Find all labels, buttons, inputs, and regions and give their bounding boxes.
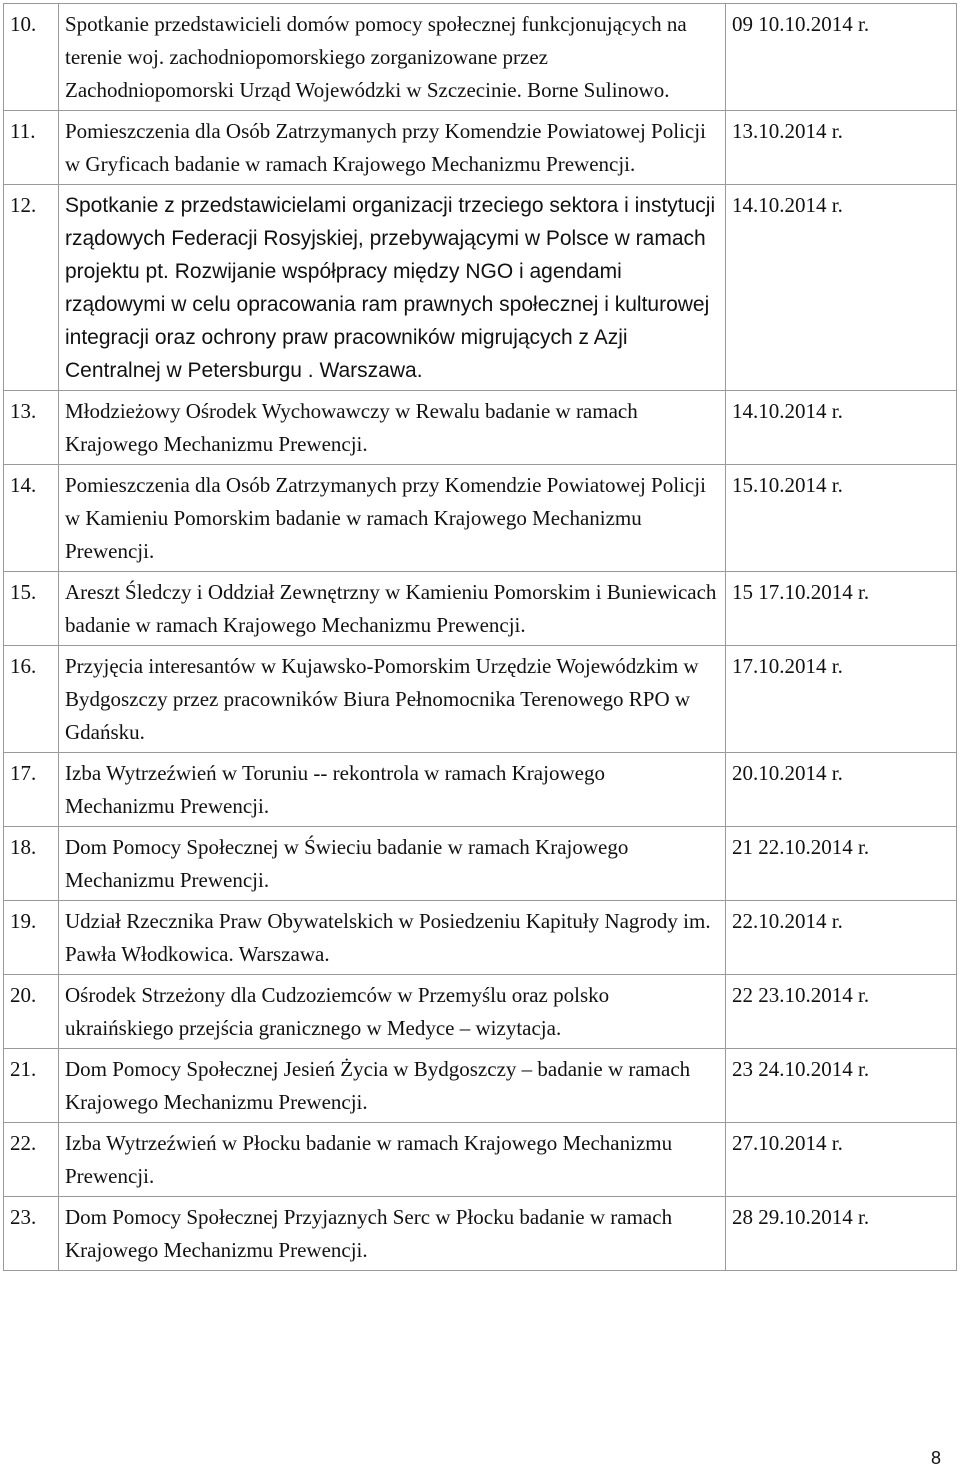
page-number: 8 (930, 1448, 941, 1468)
row-number: 13. (4, 391, 59, 465)
row-date: 21 22.10.2014 r. (726, 827, 957, 901)
table-row (4, 1049, 957, 1123)
events-table (3, 3, 957, 1271)
row-description: Przyjęcia interesantów w Kujawsko-Pomorskim Urzędzie Wojewódzkim w Bydgoszczy przez pracowników Biura Pełnomocnika Terenowego RPO w Gdańsku. (59, 646, 726, 753)
row-number: 20. (4, 975, 59, 1049)
table-row (4, 1123, 957, 1197)
row-description: Izba Wytrzeźwień w Płocku badanie w ramach Krajowego Mechanizmu Prewencji. (59, 1123, 726, 1197)
row-date: 20.10.2014 r. (726, 753, 957, 827)
row-date: 28 29.10.2014 r. (726, 1197, 957, 1271)
row-number: 16. (4, 646, 59, 753)
row-number: 21. (4, 1049, 59, 1123)
row-description: Udział Rzecznika Praw Obywatelskich w Posiedzeniu Kapituły Nagrody im. Pawła Włodkowica. Warszawa. (59, 901, 726, 975)
row-number: 23. (4, 1197, 59, 1271)
row-number: 10. (4, 4, 59, 111)
table-row (4, 646, 957, 753)
table-row (4, 753, 957, 827)
row-description: Spotkanie z przedstawicielami organizacji trzeciego sektora i instytucji rządowych Federacji Rosyjskiej, przebywającymi w Polsce w ramach projektu pt. Rozwijanie współpracy między NGO i agendami rządowymi w celu opracowania ram prawnych społecznej i kulturowej integracji oraz ochrony praw pracowników migrujących z Azji Centralnej w Petersburgu . Warszawa. (59, 185, 726, 391)
row-description: Izba Wytrzeźwień w Toruniu -- rekontrola w ramach Krajowego Mechanizmu Prewencji. (59, 753, 726, 827)
row-number: 22. (4, 1123, 59, 1197)
row-date: 15 17.10.2014 r. (726, 572, 957, 646)
row-description: Dom Pomocy Społecznej w Świeciu badanie w ramach Krajowego Mechanizmu Prewencji. (59, 827, 726, 901)
row-description: Dom Pomocy Społecznej Jesień Życia w Bydgoszczy – badanie w ramach Krajowego Mechanizmu Prewencji. (59, 1049, 726, 1123)
row-date: 13.10.2014 r. (726, 111, 957, 185)
row-description: Młodzieżowy Ośrodek Wychowawczy w Rewalu badanie w ramach Krajowego Mechanizmu Prewencji. (59, 391, 726, 465)
row-description: Areszt Śledczy i Oddział Zewnętrzny w Kamieniu Pomorskim i Buniewicach badanie w ramach Krajowego Mechanizmu Prewencji. (59, 572, 726, 646)
row-date: 15.10.2014 r. (726, 465, 957, 572)
table-row (4, 572, 957, 646)
row-number: 18. (4, 827, 59, 901)
row-number: 11. (4, 111, 59, 185)
row-date: 09 10.10.2014 r. (726, 4, 957, 111)
table-row (4, 465, 957, 572)
row-number: 19. (4, 901, 59, 975)
row-description: Dom Pomocy Społecznej Przyjaznych Serc w Płocku badanie w ramach Krajowego Mechanizmu Prewencji. (59, 1197, 726, 1271)
row-number: 15. (4, 572, 59, 646)
table-row (4, 975, 957, 1049)
table-row (4, 1197, 957, 1271)
row-date: 27.10.2014 r. (726, 1123, 957, 1197)
row-date: 17.10.2014 r. (726, 646, 957, 753)
row-date: 14.10.2014 r. (726, 185, 957, 391)
row-description: Pomieszczenia dla Osób Zatrzymanych przy Komendzie Powiatowej Policji w Gryficach badanie w ramach Krajowego Mechanizmu Prewencji. (59, 111, 726, 185)
table-row (4, 4, 957, 111)
events-table-body (4, 4, 957, 1271)
row-date: 23 24.10.2014 r. (726, 1049, 957, 1123)
row-number: 14. (4, 465, 59, 572)
row-number: 17. (4, 753, 59, 827)
table-row (4, 901, 957, 975)
row-date: 22.10.2014 r. (726, 901, 957, 975)
row-description: Spotkanie przedstawicieli domów pomocy społecznej funkcjonujących na terenie woj. zachodniopomorskiego zorganizowane przez Zachodniopomorski Urząd Wojewódzki w Szczecinie. Borne Sulinowo. (59, 4, 726, 111)
row-date: 14.10.2014 r. (726, 391, 957, 465)
table-row (4, 111, 957, 185)
row-description: Ośrodek Strzeżony dla Cudzoziemców w Przemyślu oraz polsko ukraińskiego przejścia granicznego w Medyce – wizytacja. (59, 975, 726, 1049)
row-date: 22 23.10.2014 r. (726, 975, 957, 1049)
table-row (4, 391, 957, 465)
table-row (4, 185, 957, 391)
table-row (4, 827, 957, 901)
row-number: 12. (4, 185, 59, 391)
row-description: Pomieszczenia dla Osób Zatrzymanych przy Komendzie Powiatowej Policji w Kamieniu Pomorskim badanie w ramach Krajowego Mechanizmu Prewencji. (59, 465, 726, 572)
